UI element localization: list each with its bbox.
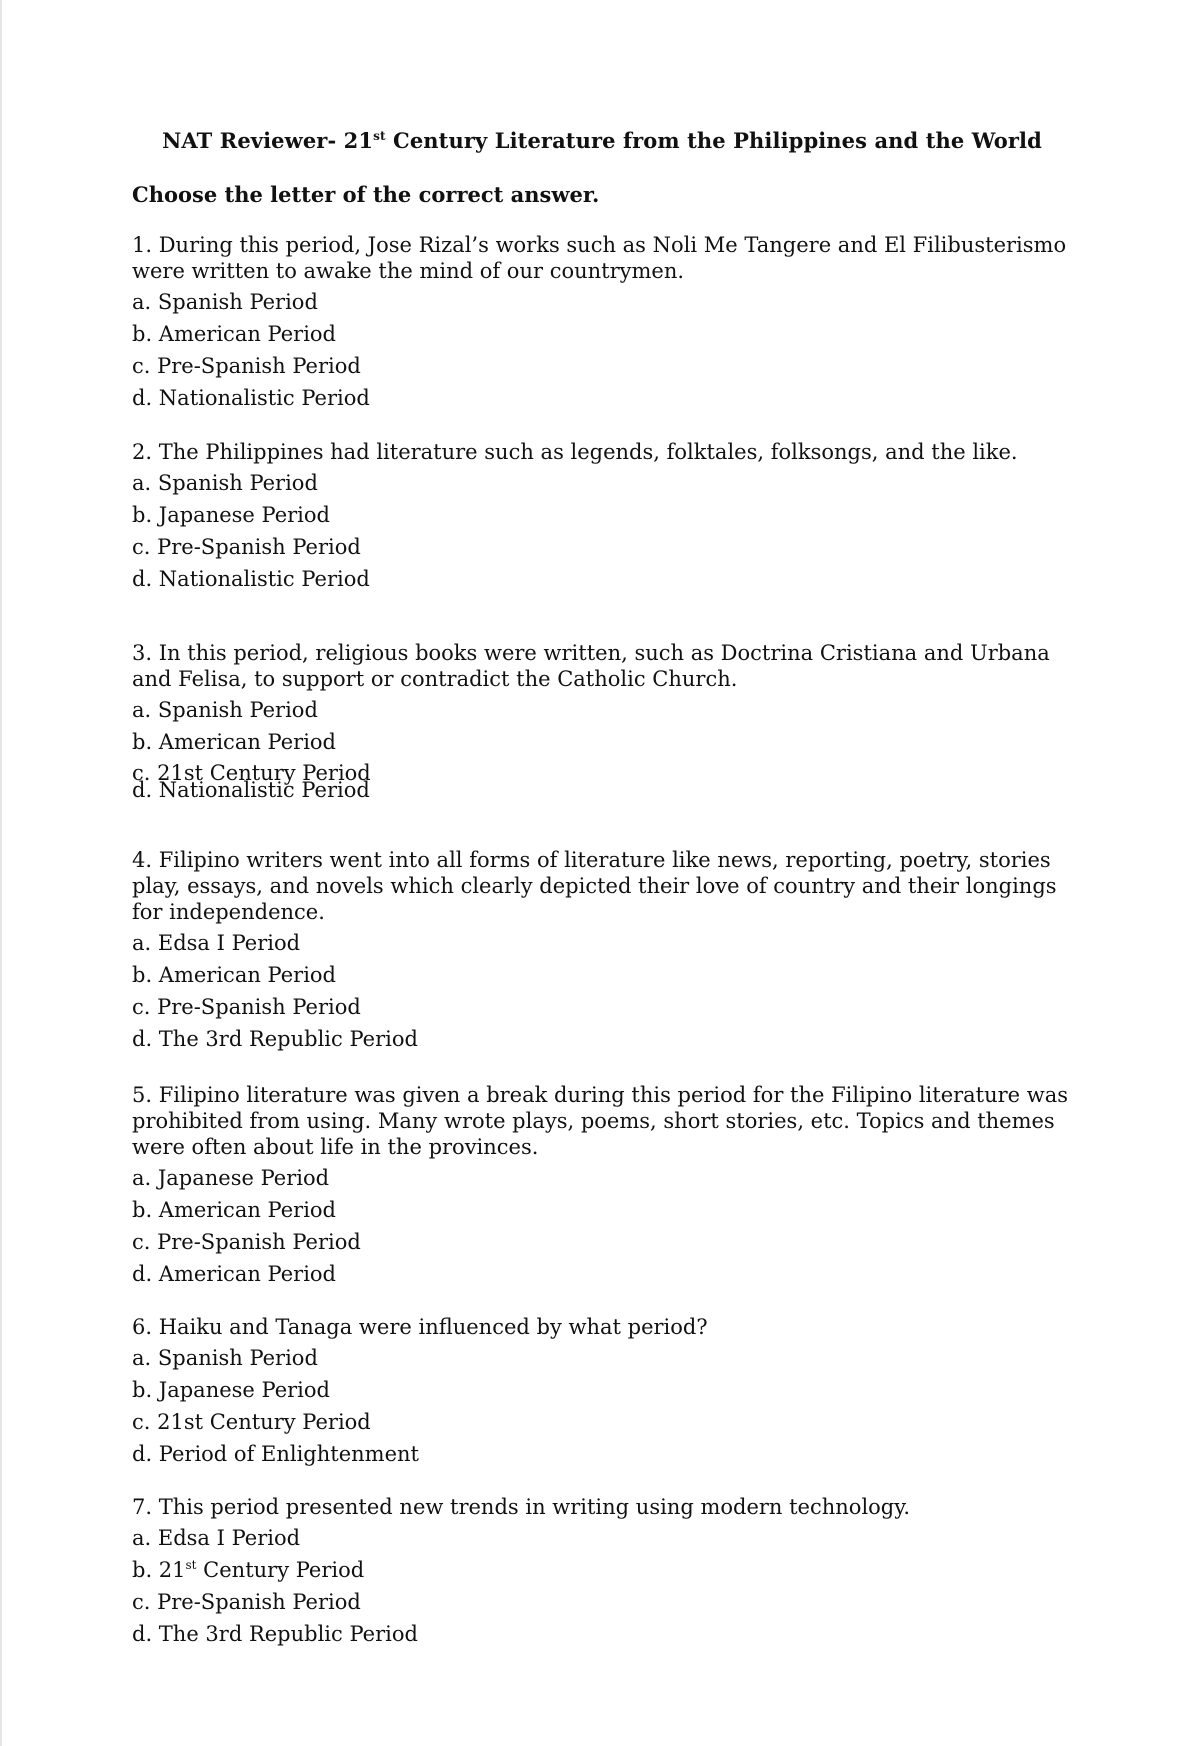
option-a: a. Edsa I Period [132,1526,301,1550]
option-d: d. Nationalistic Period [132,778,370,802]
question-text: 6. Haiku and Tanaga were influenced by what period? [132,1315,708,1339]
option-c: c. 21st Century Period [132,761,371,785]
question-text: 3. In this period, religious books were written, such as Doctrina Cristiana and Urbana and Felisa, to support or contradict the Catholic Church. [132,641,1050,691]
option-b: b. American Period [132,730,336,754]
options-list [132,1342,1092,1470]
option-a: a. Spanish Period [132,290,318,314]
option-c: c. Pre-Spanish Period [132,535,361,559]
question-7 [132,1494,1092,1650]
option-b: b. American Period [132,1198,336,1222]
option-b: b. American Period [132,963,336,987]
question-4 [132,847,1092,1055]
question-text: 7. This period presented new trends in writing using modern technology. [132,1495,910,1519]
options-list [132,694,1092,812]
options-list [132,1522,1092,1650]
title-suffix: Century Literature from the Philippines and the World [385,128,1042,153]
options-list [132,286,1092,414]
option-d: d. The 3rd Republic Period [132,1622,418,1646]
question-6 [132,1314,1092,1470]
option-d: d. Nationalistic Period [132,567,370,591]
option-b: b. Japanese Period [132,1378,330,1402]
options-list [132,467,1092,595]
option-c: c. Pre-Spanish Period [132,1590,361,1614]
option-b-suffix: Century Period [196,1558,365,1582]
question-text: 4. Filipino writers went into all forms of literature like news, reporting, poetry, stories play, essays, and novels which clearly depicted their love of country and their longings for independence. [132,848,1057,924]
question-3 [132,640,1092,812]
instructions: Choose the letter of the correct answer. [132,182,600,207]
option-a: a. Edsa I Period [132,931,301,955]
question-2 [132,439,1092,595]
option-a: a. Spanish Period [132,698,318,722]
option-b: b. American Period [132,322,336,346]
title-superscript: st [373,129,386,143]
option-b [132,1554,1092,1586]
option-b-prefix: b. 21 [132,1558,186,1582]
option-d: d. The 3rd Republic Period [132,1027,418,1051]
option-a: a. Spanish Period [132,1346,318,1370]
title-prefix: NAT Reviewer- 21 [162,128,374,153]
option-b: b. Japanese Period [132,503,330,527]
option-c: c. 21st Century Period [132,1410,371,1434]
option-d: d. American Period [132,1262,336,1286]
option-d: d. Period of Enlightenment [132,1442,419,1466]
question-text: 1. During this period, Jose Rizal’s works such as Noli Me Tangere and El Filibusterismo were written to awake the mind of our countrymen. [132,233,1067,283]
option-b-superscript: st [185,1558,197,1572]
option-c: c. Pre-Spanish Period [132,354,361,378]
question-5 [132,1082,1092,1290]
page-title [2,128,1200,153]
option-a: a. Spanish Period [132,471,318,495]
options-list [132,927,1092,1055]
option-c: c. Pre-Spanish Period [132,1230,361,1254]
option-c: c. Pre-Spanish Period [132,995,361,1019]
option-d: d. Nationalistic Period [132,386,370,410]
options-list [132,1162,1092,1290]
option-a: a. Japanese Period [132,1166,330,1190]
question-1 [132,232,1092,414]
question-text: 5. Filipino literature was given a break during this period for the Filipino literature was prohibited from using. Many wrote plays, poems, short stories, etc. Topics and themes were often about life in the provinces. [132,1083,1069,1159]
question-text: 2. The Philippines had literature such as legends, folktales, folksongs, and the like. [132,440,1018,464]
